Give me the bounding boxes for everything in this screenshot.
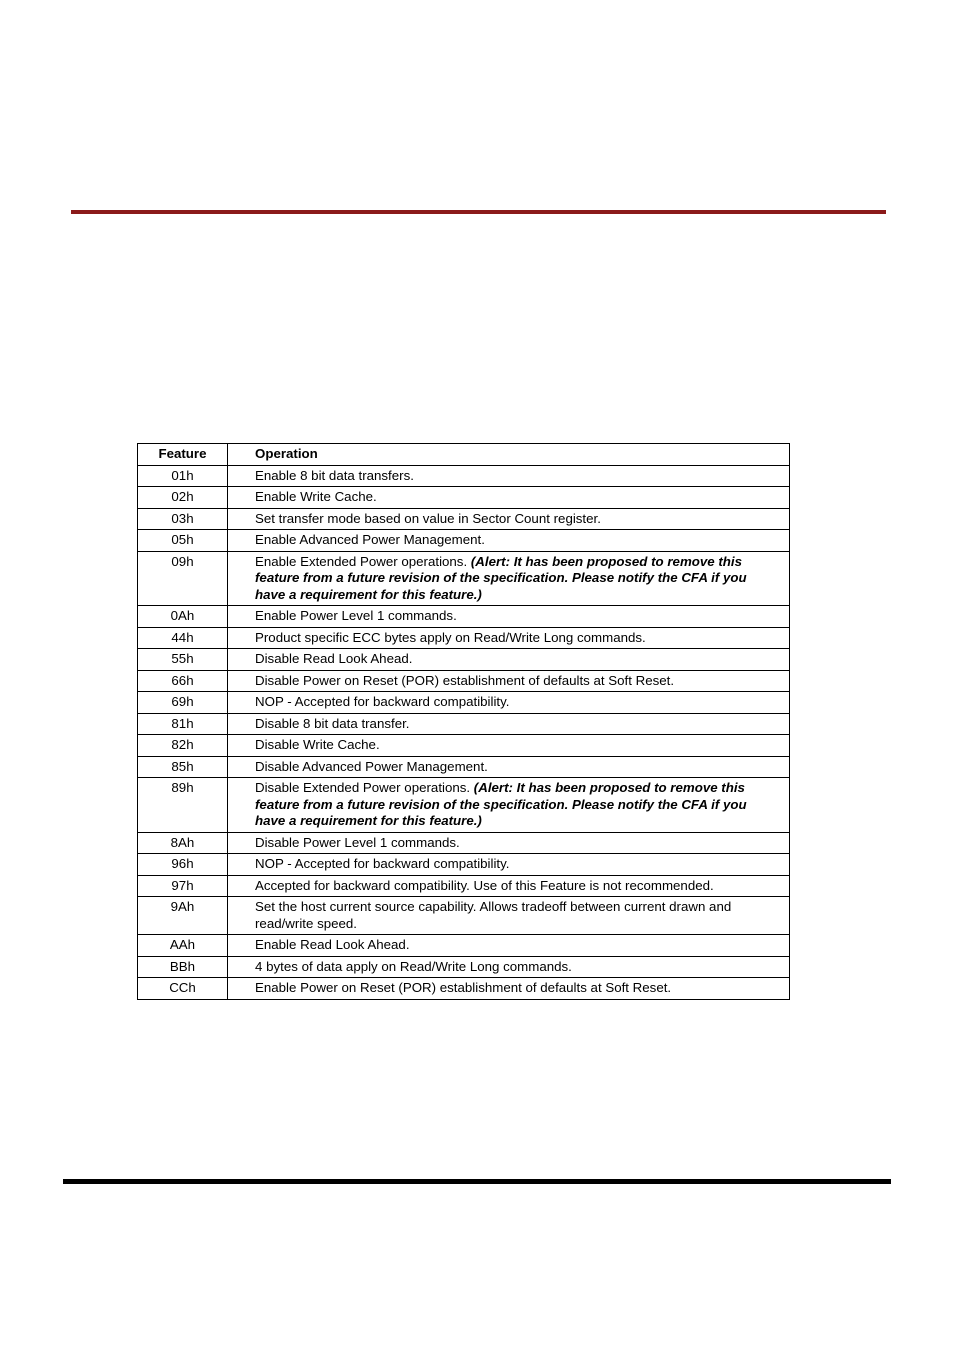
operation-text: Enable Power on Reset (POR) establishment of defaults at Soft Reset. [255, 980, 672, 995]
table-row [138, 935, 790, 957]
feature-code: 89h [138, 778, 228, 833]
operation-text: Disable Extended Power operations. [255, 780, 474, 795]
table-row [138, 854, 790, 876]
feature-code: AAh [138, 935, 228, 957]
operation-text: Set transfer mode based on value in Sector Count register. [255, 510, 601, 526]
feature-code: CCh [138, 978, 228, 1000]
operation-cell [228, 606, 790, 628]
operation-cell [228, 832, 790, 854]
operation-text: Disable Advanced Power Management. [255, 758, 488, 774]
deprecation-alert: (Alert: It has been proposed to remove this feature from a future revision of the specification. Please notify the CFA if you have a requirement for this feature.) [255, 780, 747, 828]
operation-column-header: Operation [228, 444, 790, 466]
table-row [138, 978, 790, 1000]
operation-cell [228, 487, 790, 509]
feature-code: 69h [138, 692, 228, 714]
operation-cell [228, 508, 790, 530]
table-row [138, 956, 790, 978]
header-rule [71, 210, 886, 214]
table-row [138, 692, 790, 714]
operation-text: NOP - Accepted for backward compatibility. [255, 694, 510, 709]
operation-cell [228, 530, 790, 552]
set-features-table [137, 443, 790, 1000]
feature-code: 55h [138, 649, 228, 671]
operation-cell [228, 465, 790, 487]
table-header-row [138, 444, 790, 466]
operation-cell [228, 778, 790, 833]
feature-code: 44h [138, 627, 228, 649]
operation-text: Enable Advanced Power Management. [255, 532, 485, 547]
operation-cell [228, 956, 790, 978]
feature-code: BBh [138, 956, 228, 978]
operation-cell [228, 627, 790, 649]
operation-text: Enable Extended Power operations. [255, 553, 471, 569]
operation-text: Product specific ECC bytes apply on Read/Write Long commands. [255, 629, 646, 645]
operation-cell [228, 978, 790, 1000]
operation-text: Set the host current source capability. Allows tradeoff between current drawn and read/write speed. [255, 899, 732, 931]
feature-code: 01h [138, 465, 228, 487]
operation-cell [228, 670, 790, 692]
deprecation-alert: (Alert: It has been proposed to remove this feature from a future revision of the specification. Please notify the CFA if you have a requirement for this feature.) [255, 553, 747, 602]
operation-cell [228, 692, 790, 714]
feature-code: 09h [138, 551, 228, 606]
table-row [138, 832, 790, 854]
operation-text: Disable Write Cache. [255, 737, 380, 752]
table-row [138, 465, 790, 487]
table-row [138, 897, 790, 935]
operation-text: Enable Write Cache. [255, 489, 377, 504]
feature-code: 8Ah [138, 832, 228, 854]
table-row [138, 649, 790, 671]
table-row [138, 508, 790, 530]
feature-code: 66h [138, 670, 228, 692]
operation-text: Enable 8 bit data transfers. [255, 467, 414, 483]
operation-text: Accepted for backward compatibility. Use of this Feature is not recommended. [255, 877, 714, 893]
operation-cell [228, 935, 790, 957]
feature-code: 0Ah [138, 606, 228, 628]
table-row [138, 627, 790, 649]
feature-code: 9Ah [138, 897, 228, 935]
operation-text: 4 bytes of data apply on Read/Write Long commands. [255, 958, 572, 974]
feature-code: 05h [138, 530, 228, 552]
feature-code: 81h [138, 713, 228, 735]
feature-code: 85h [138, 756, 228, 778]
operation-cell [228, 649, 790, 671]
operation-cell [228, 756, 790, 778]
operation-text: Enable Power Level 1 commands. [255, 608, 457, 623]
table-row [138, 670, 790, 692]
feature-code: 96h [138, 854, 228, 876]
table-row [138, 756, 790, 778]
operation-text: Disable Power on Reset (POR) establishment of defaults at Soft Reset. [255, 672, 675, 688]
table-row [138, 530, 790, 552]
table-row [138, 713, 790, 735]
table-row [138, 735, 790, 757]
operation-cell [228, 735, 790, 757]
operation-text: NOP - Accepted for backward compatibility. [255, 856, 510, 871]
operation-cell [228, 551, 790, 606]
table-row [138, 875, 790, 897]
table-row [138, 487, 790, 509]
footer-rule [63, 1179, 891, 1184]
table-row [138, 778, 790, 833]
feature-code: 02h [138, 487, 228, 509]
table-row [138, 551, 790, 606]
feature-column-header: Feature [138, 444, 228, 466]
operation-text: Disable Power Level 1 commands. [255, 834, 460, 850]
feature-code: 03h [138, 508, 228, 530]
operation-cell [228, 897, 790, 935]
operation-text: Enable Read Look Ahead. [255, 937, 410, 952]
operation-cell [228, 713, 790, 735]
feature-code: 82h [138, 735, 228, 757]
feature-code: 97h [138, 875, 228, 897]
operation-text: Disable 8 bit data transfer. [255, 715, 410, 731]
operation-cell [228, 875, 790, 897]
operation-text: Disable Read Look Ahead. [255, 651, 413, 666]
table-row [138, 606, 790, 628]
operation-cell [228, 854, 790, 876]
table-body [138, 465, 790, 999]
